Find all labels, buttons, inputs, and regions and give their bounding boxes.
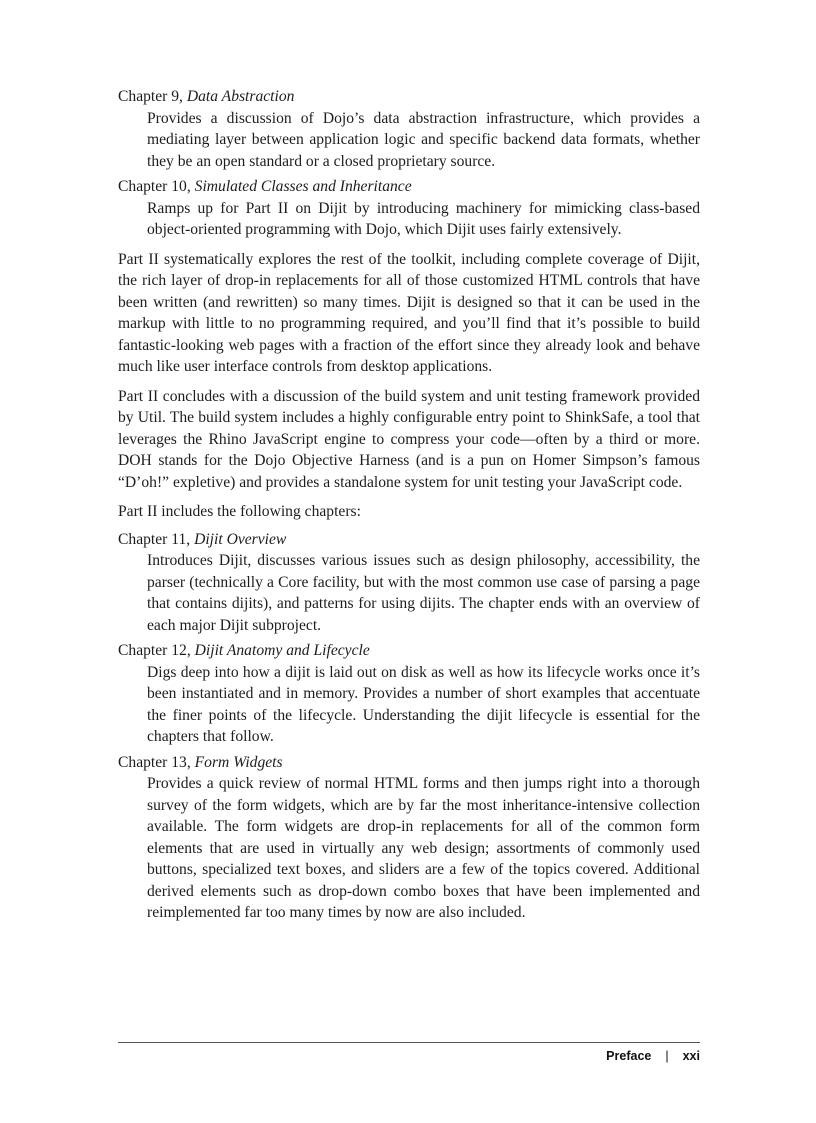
chapter-entry-9	[118, 86, 700, 172]
chapter-heading	[118, 86, 700, 108]
chapter-entry-10	[118, 176, 700, 241]
chapter-description: Digs deep into how a dijit is laid out on disk as well as how its lifecycle works once it’s been instantiated and in memory. Provides a number of short examples that accentuate the finer points of the lifecycle. Understanding the dijit lifecycle is essential for the chapters that follow.	[147, 663, 700, 745]
chapter-description: Provides a quick review of normal HTML forms and then jumps right into a thorough survey of the form widgets, which are by far the most inheritance-intensive collection available. The form widgets are drop-in replacements for all of the common form elements that are used in virtually any web design; assortments of commonly used buttons, specialized text boxes, and sliders are a few of the topics covered. Additional derived elements such as drop-down combo boxes that have been implemented and reimplemented far too many times by now are also included.	[147, 775, 700, 921]
chapter-label: Chapter 10,	[118, 178, 195, 195]
chapter-heading	[118, 529, 700, 551]
chapter-label: Chapter 11,	[118, 530, 195, 548]
chapter-label: Chapter 12,	[118, 642, 195, 659]
chapter-entry-13	[118, 752, 700, 924]
body-paragraph: Part II concludes with a discussion of the build system and unit testing framework provided by Util. The build system includes a highly configurable entry point to ShinkSafe, a tool that leverages the Rhino JavaScript engine to compress your code—often by a third or more. DOH stands for the Dojo Objective Harness (and is a pun on Homer Simpson’s famous “D’oh!” expletive) and provides a standalone system for unit testing your JavaScript code.	[118, 387, 700, 491]
chapter-title: Simulated Classes and Inheritance	[194, 178, 412, 195]
body-paragraph: Part II systematically explores the rest of the toolkit, including complete coverage of Dijit, the rich layer of drop-in replacements for all of those customized HTML controls that have been written (and rewritten) so many times. Dijit is designed so that it can be used in the markup with little to no programming required, and you’ll find that it’s possible to build fantastic-looking web pages with a fraction of the effort since they already look and behave much like user interface controls from desktop applications.	[118, 250, 700, 375]
footer-separator: |	[665, 1049, 669, 1063]
chapter-label: Chapter 9,	[118, 88, 187, 105]
chapter-entry-11	[118, 529, 700, 637]
chapter-title: Dijit Overview	[194, 530, 287, 548]
chapter-description: Provides a discussion of Dojo’s data abstraction infrastructure, which provides a mediating layer between application logic and specific backend data formats, whether they be an open standard or a closed proprietary source.	[147, 109, 700, 170]
page-number: xxi	[682, 1049, 700, 1063]
chapter-label: Chapter 13,	[118, 753, 195, 771]
chapter-heading	[118, 176, 700, 198]
page-footer	[118, 1046, 700, 1066]
chapter-title: Form Widgets	[194, 753, 283, 771]
chapter-heading	[118, 640, 700, 662]
page-body	[118, 86, 700, 928]
footer-section-title: Preface	[606, 1049, 652, 1063]
chapter-heading	[118, 752, 700, 774]
chapter-description: Ramps up for Part II on Dijit by introducing machinery for mimicking class-based object-oriented programming with Dojo, which Dijit uses fairly extensively.	[147, 199, 700, 238]
chapter-list	[118, 529, 700, 924]
body-paragraph: Part II includes the following chapters:	[118, 503, 361, 520]
chapter-title: Data Abstraction	[186, 88, 295, 105]
chapter-entry-12	[118, 640, 700, 748]
footer-rule	[118, 1042, 700, 1043]
chapter-title: Dijit Anatomy and Lifecycle	[194, 642, 370, 659]
chapter-description: Introduces Dijit, discusses various issues such as design philosophy, accessibility, the parser (technically a Core facility, but with the most common use case of parsing a page that contains dijits), and patterns for using dijits. The chapter ends with an overview of each major Dijit subproject.	[147, 552, 700, 634]
